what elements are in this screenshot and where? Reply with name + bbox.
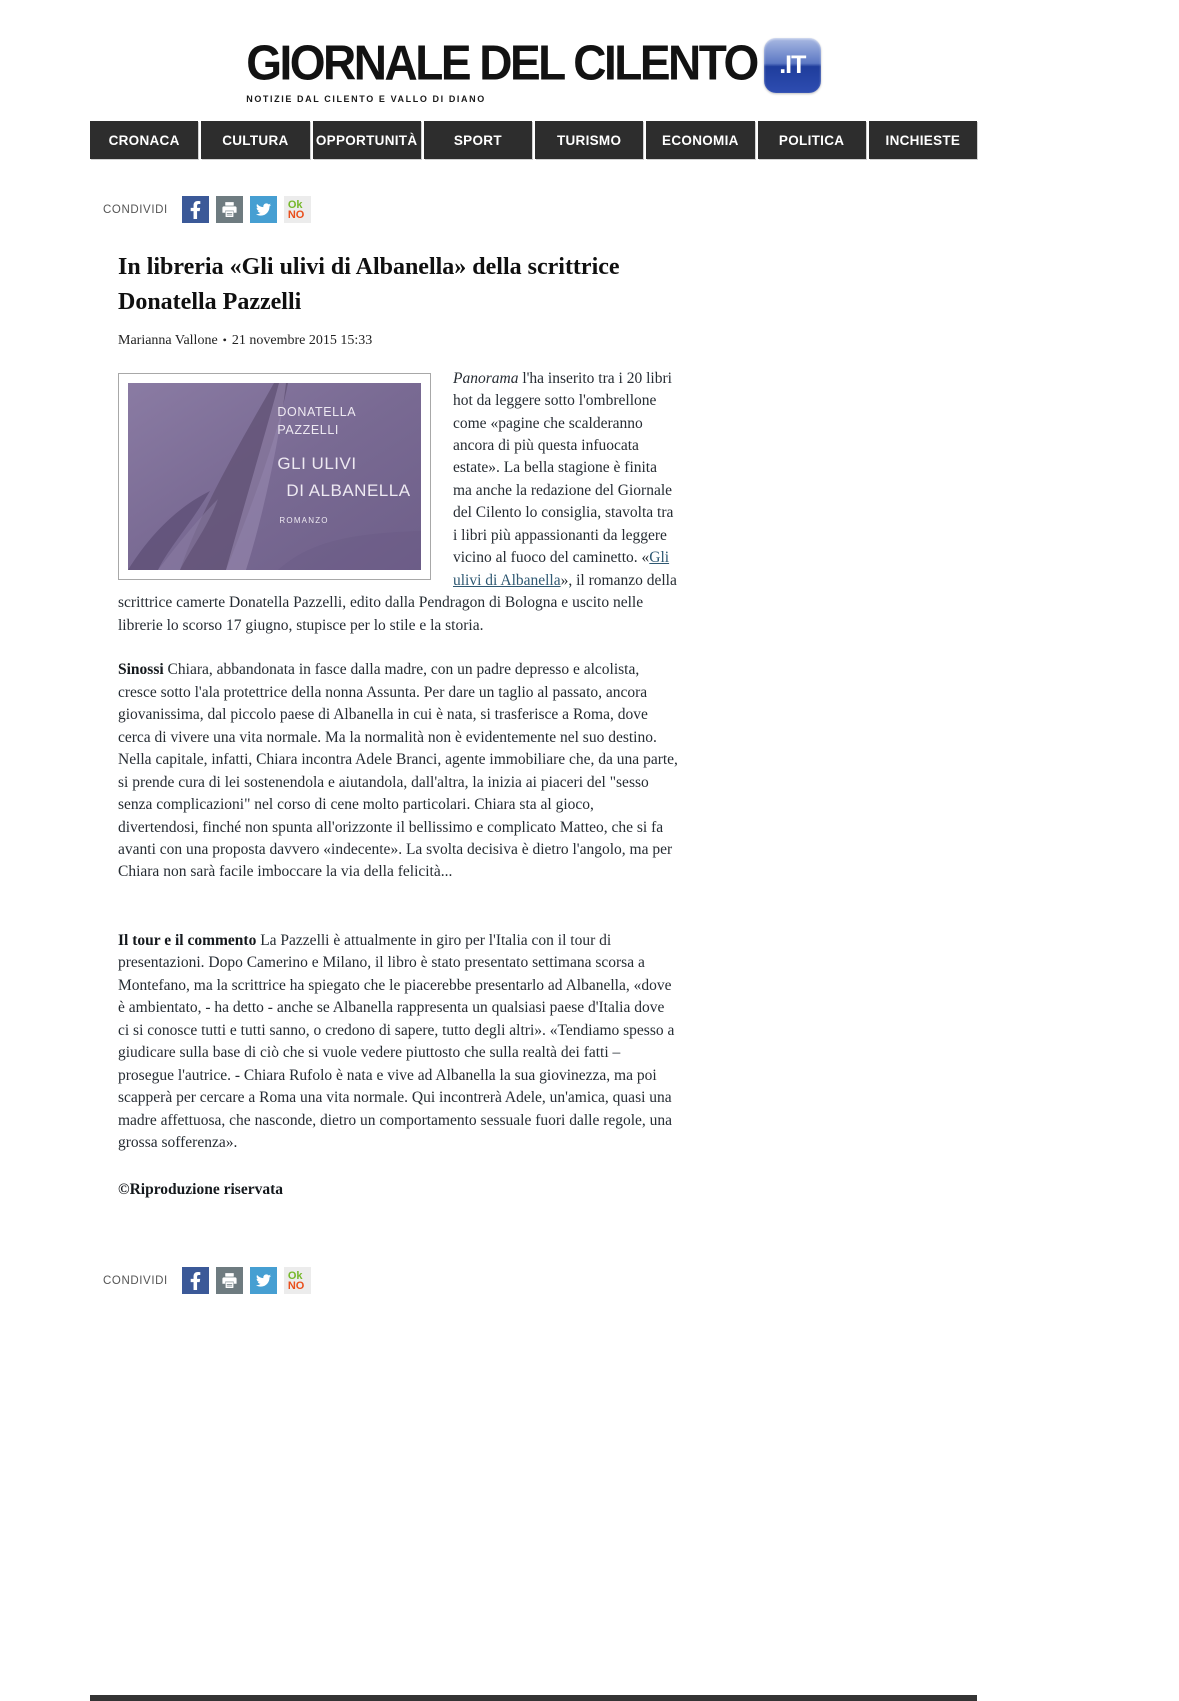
- oknotizie-ok-text: Ok: [287, 1269, 303, 1282]
- sinossi-text: Chiara, abbandonata in fasce dalla madre, con un padre depresso e alcolista, cresce sotto l'ala protettrice della nonna Assunta. Per dare un taglio al passato, ancora giovanissima, dal piccolo paese di Albanella in cui è nata, si trasferisce a Roma, dove cerca di vivere una vita normale. Ma la normalità non è evidentemente nel suo destino. Nella capitale, infatti, Chiara incontra Adele Branci, agente immobiliare che, da una parte, si prende cura di lei sostenendola e aiutandola, dall'altra, la inizia ai piaceri del "sesso senza complicazioni" nel corso di cene molto particolari. Chiara sta al gioco, divertendosi, finché non spunta all'orizzonte il bellissimo e complicato Matteo, che si fa avanti con una proposta davvero «indecente». La svolta decisiva è dietro l'angolo, ma per Chiara non sarà facile imboccare la via della felicità...: [118, 661, 678, 881]
- facebook-f-icon: [189, 1272, 202, 1290]
- facebook-share-icon-bottom[interactable]: [182, 1267, 209, 1294]
- twitter-bird-icon: [255, 1273, 272, 1288]
- share-icons: [182, 196, 311, 223]
- oknotizie-share-icon-bottom[interactable]: [284, 1267, 311, 1294]
- oknotizie-share-icon[interactable]: [284, 196, 311, 223]
- site-tagline: NOTIZIE DAL CILENTO E VALLO DI DIANO: [246, 94, 486, 104]
- intro-text-after-link: », il romanzo della scrittrice camerte Donatella Pazzelli, edito dalla Pendragon di Bologna e uscito nelle librerie lo scorso 17 giugno, stupisce per lo stile e la storia.: [118, 571, 677, 634]
- intro-text-before-link: l'ha inserito tra i 20 libri hot da leggere sotto l'ombrellone come «pagine che scalderanno ancora di più questa infuocata estate». La bella stagione è finita ma anche la redazione del Giornale del Cilento lo consiglia, stavolta tra i libri più appassionanti da leggere vicino al fuoco del caminetto. «: [453, 369, 674, 567]
- share-label: CONDIVIDI: [103, 203, 168, 216]
- site-logo[interactable]: [246, 36, 821, 104]
- page-container: [90, 0, 977, 1294]
- nav-item-cultura[interactable]: CULTURA: [201, 121, 309, 159]
- twitter-bird-icon: [255, 202, 272, 217]
- twitter-share-icon[interactable]: [250, 196, 277, 223]
- paragraph-sinossi: [118, 659, 678, 884]
- tour-lead: Il tour e il commento: [118, 931, 257, 949]
- nav-item-sport[interactable]: SPORT: [424, 121, 532, 159]
- print-share-icon[interactable]: [216, 196, 243, 223]
- nav-item-opportunita[interactable]: OPPORTUNITÀ: [313, 121, 421, 159]
- byline-separator: •: [222, 332, 227, 347]
- oknotizie-ok-text: Ok: [287, 198, 303, 211]
- share-row-bottom: [90, 1267, 977, 1294]
- book-title-line2: DI ALBANELLA: [286, 481, 411, 501]
- nav-item-inchieste[interactable]: INCHIESTE: [869, 121, 977, 159]
- book-title-line1: GLI ULIVI: [277, 454, 357, 474]
- logo-row: [246, 36, 821, 93]
- book-author: DONATELLA PAZZELLI: [277, 405, 356, 438]
- book-genre: ROMANZO: [279, 515, 329, 525]
- printer-icon: [221, 201, 238, 218]
- book-title-link[interactable]: Gli ulivi di Albanella: [453, 549, 670, 589]
- article-title: In libreria «Gli ulivi di Albanella» della scrittrice Donatella Pazzelli: [118, 254, 620, 315]
- article: [90, 250, 678, 1201]
- article-byline: [118, 333, 678, 349]
- oknotizie-no-text: NO: [287, 208, 305, 221]
- share-row-top: [90, 196, 977, 223]
- nav-item-politica[interactable]: POLITICA: [758, 121, 866, 159]
- facebook-share-icon[interactable]: [182, 196, 209, 223]
- book-cover-image: [128, 383, 421, 570]
- nav-item-economia[interactable]: ECONOMIA: [646, 121, 754, 159]
- share-icons-bottom: [182, 1267, 311, 1294]
- oknotizie-no-text: NO: [287, 1279, 305, 1292]
- copyright-notice: ©Riproduzione riservata: [118, 1180, 283, 1198]
- book-cover-text: [277, 403, 421, 526]
- panorama-magazine-name: Panorama: [453, 369, 519, 387]
- nav-item-cronaca[interactable]: CRONACA: [90, 121, 198, 159]
- nav-item-turismo[interactable]: TURISMO: [535, 121, 643, 159]
- share-label-bottom: CONDIVIDI: [103, 1274, 168, 1287]
- author-name: Marianna Vallone: [118, 332, 218, 348]
- logo-it-badge: .IT: [764, 38, 821, 93]
- printer-icon: [221, 1272, 238, 1289]
- logo-wordmark: GIORNALE DEL CILENTO: [246, 34, 757, 91]
- paragraph-tour: [118, 930, 678, 1155]
- footer-top-edge: [90, 1695, 977, 1701]
- book-cover-frame: [118, 373, 431, 580]
- sinossi-lead: Sinossi: [118, 661, 164, 679]
- publish-datetime: 21 novembre 2015 15:33: [231, 332, 373, 348]
- facebook-f-icon: [189, 201, 202, 219]
- article-body: [118, 368, 678, 1201]
- twitter-share-icon-bottom[interactable]: [250, 1267, 277, 1294]
- main-nav: [90, 121, 977, 159]
- tour-text: La Pazzelli è attualmente in giro per l'Italia con il tour di presentazioni. Dopo Camerino e Milano, il libro è stato presentato settimana scorsa a Montefano, ma la scrittrice ha spiegato che le piacerebbe presentarlo ad Albanella, «dove è ambientato, - ha detto - anche se Albanella rappresenta un qualsiasi paese d'Italia dove ci si conosce tutti e tutti sanno, o credono di sapere, tutto degli altri». «Tendiamo spesso a giudicare sulla base di ciò che si vuole vedere piuttosto che sulla realtà dei fatti – prosegue l'autrice. - Chiara Rufolo è nata e vive ad Albanella la sua giovinezza, ma poi scapperà per cercare a Roma una vita normale. Qui incontrerà Adele, un'amica, quasi una madre affettuosa, che nasconde, dietro un comportamento sessuale fuori dalle regole, una grossa sofferenza».: [118, 931, 675, 1152]
- print-share-icon-bottom[interactable]: [216, 1267, 243, 1294]
- masthead: [90, 0, 977, 107]
